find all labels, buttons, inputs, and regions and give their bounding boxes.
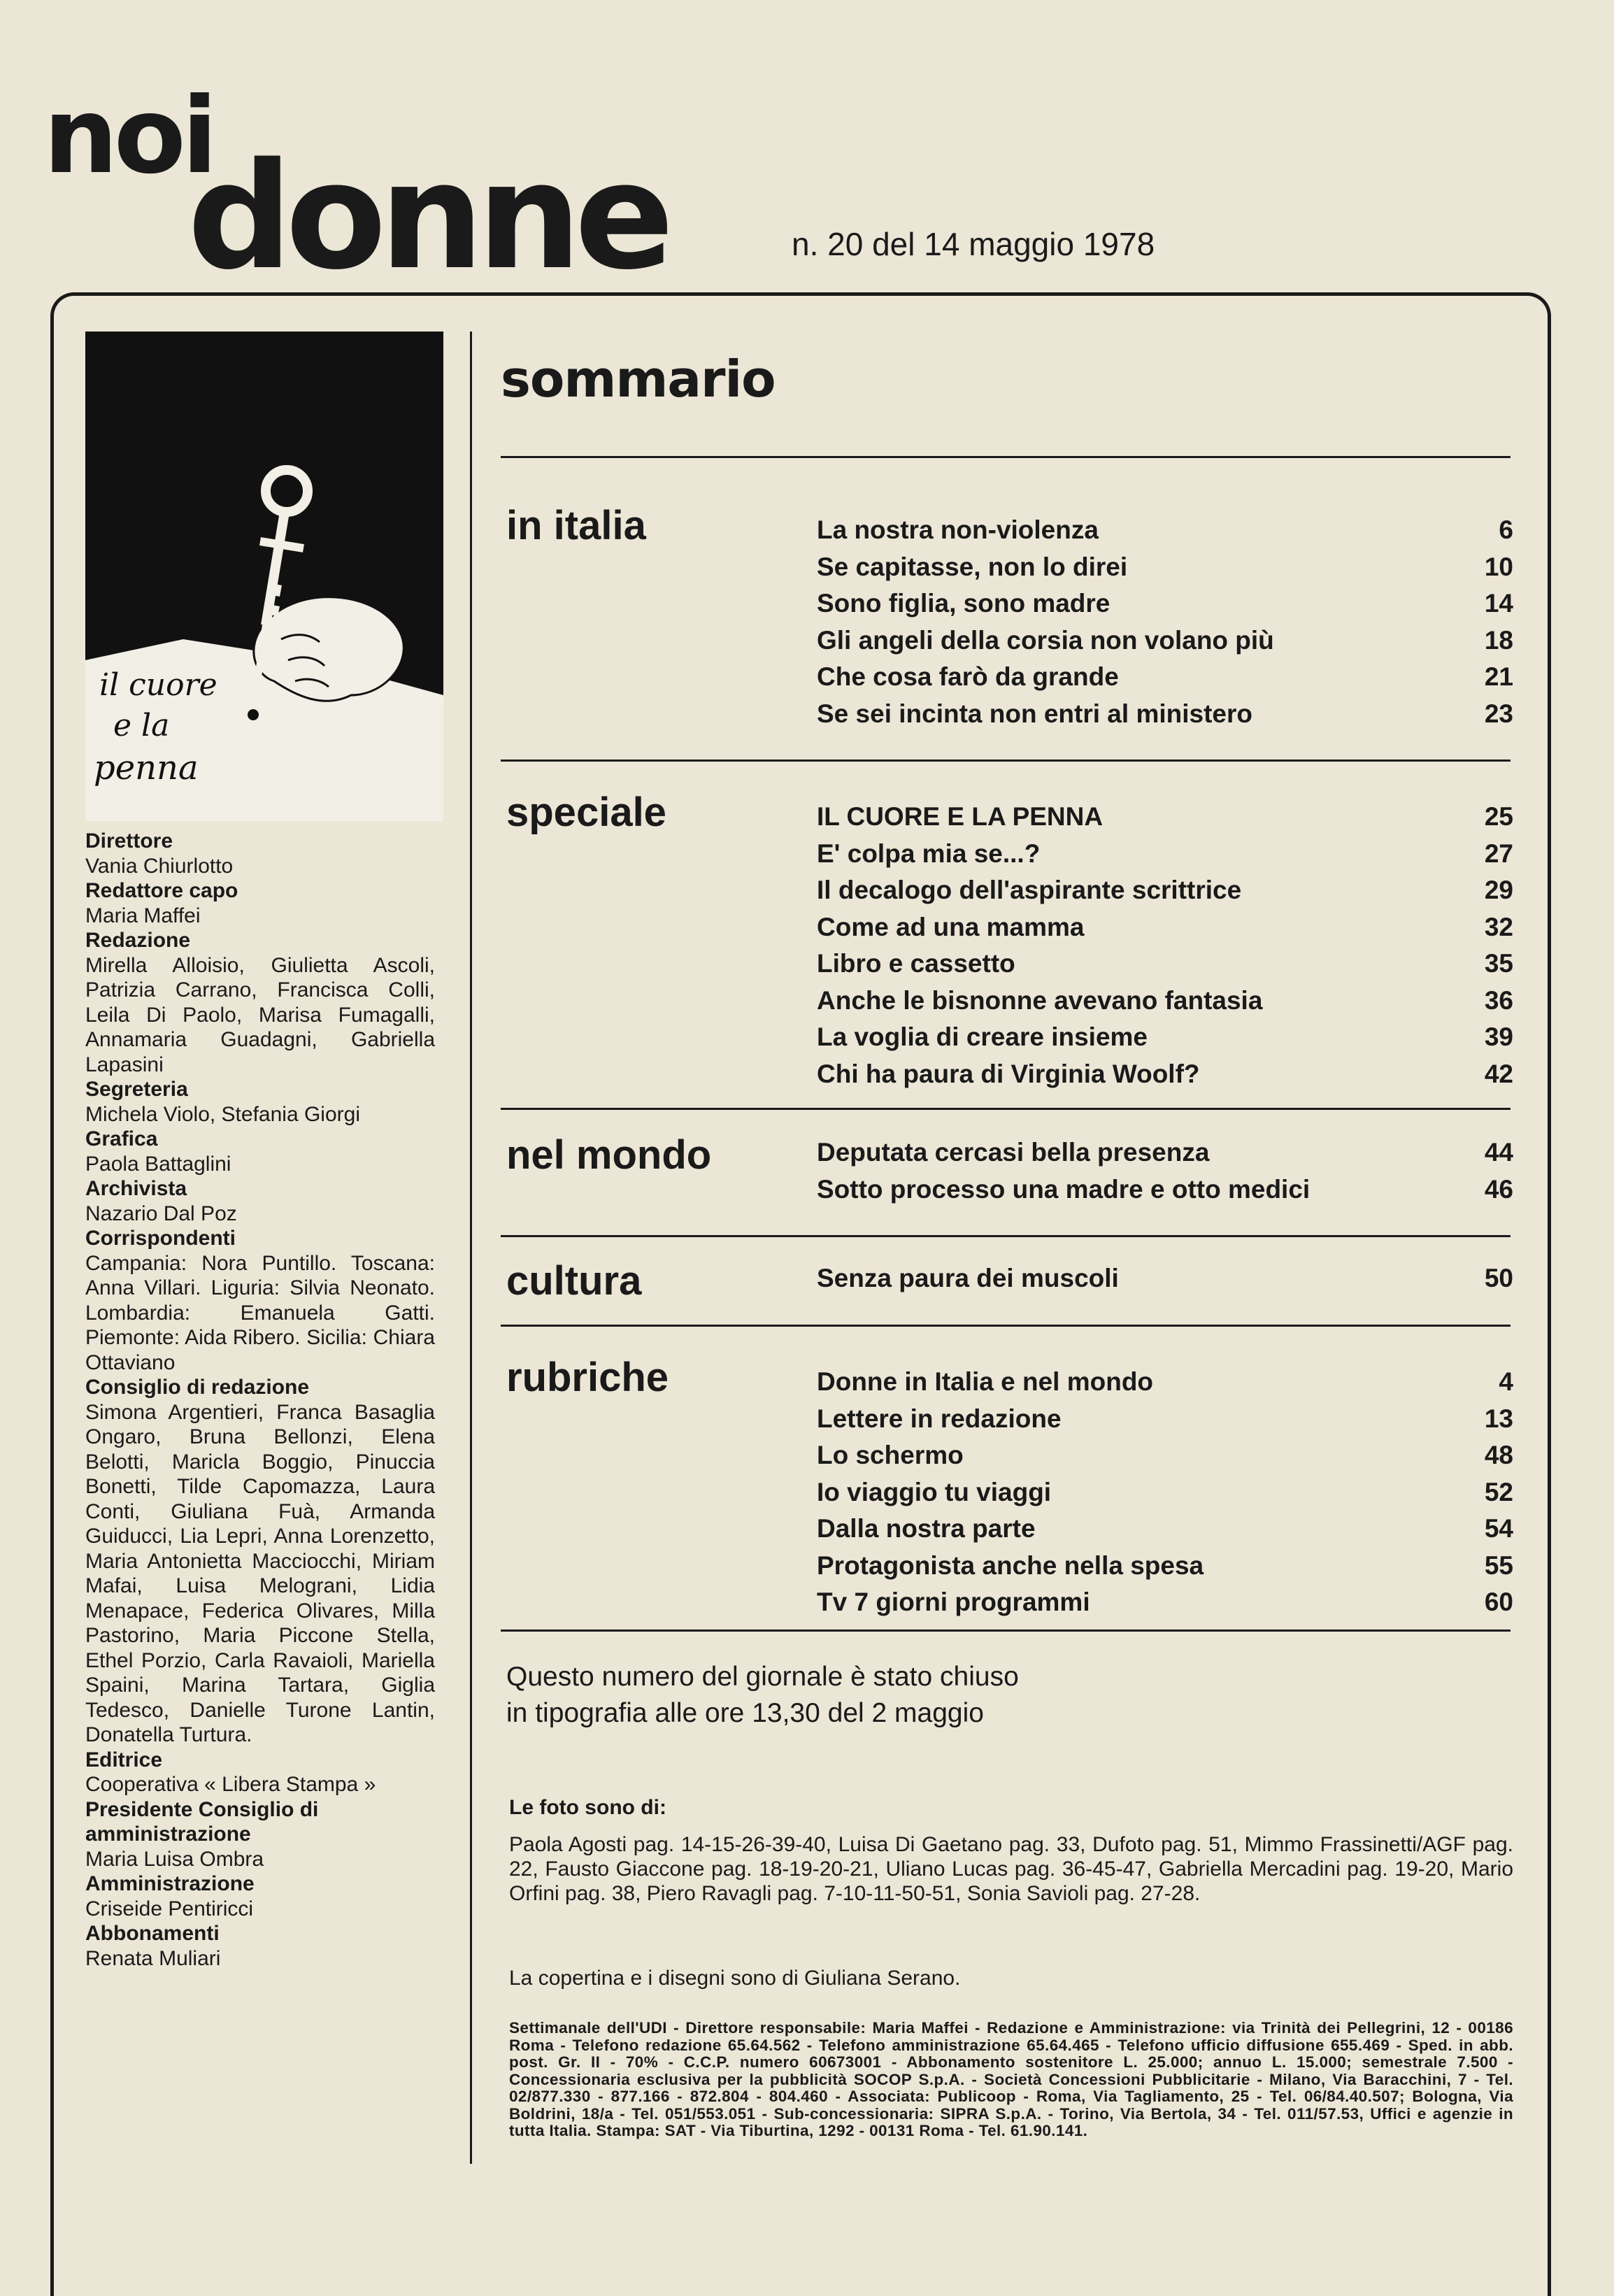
article-title: Che cosa farò da grande: [817, 662, 1119, 691]
cover-handwriting-3: penna: [94, 748, 199, 787]
page-number: 21: [1484, 662, 1513, 691]
section-heading: cultura: [506, 1258, 642, 1304]
page-number: 52: [1484, 1477, 1513, 1506]
contents-entry: [817, 983, 1513, 1019]
page-number: 14: [1484, 589, 1513, 618]
page-number: 35: [1484, 949, 1513, 978]
page-number: 60: [1484, 1588, 1513, 1616]
column-divider: [470, 331, 472, 2164]
staff-role-label: Presidente Consiglio di amministrazione: [85, 1797, 319, 1846]
page-number: 18: [1484, 625, 1513, 655]
photo-credits-text: Paola Agosti pag. 14-15-26-39-40, Luisa Di Gaetano pag. 33, Dufoto pag. 51, Mimmo Frassinetti/AGF pag. 22, Fausto Giaccone pag. 18-19-20-21, Uliano Lucas pag. 36-45-47, Gabriella Mercadini pag. 19-20, Mario Orfini pag. 38, Piero Ravagli pag. 7-10-11-50-51, Sonia Savioli pag. 27-28.: [509, 1833, 1513, 1905]
contents-entry: [817, 1056, 1513, 1092]
section-heading: rubriche: [506, 1355, 669, 1400]
staff-names: Vania Chiurlotto: [85, 854, 234, 878]
staff-names: Maria Maffei: [85, 904, 201, 927]
staff-names: Nazario Dal Poz: [85, 1202, 237, 1225]
staff-names: Mirella Alloisio, Giulietta Ascoli, Patrizia Carrano, Francisca Colli, Leila Di Paolo, Marisa Fumagalli, Annamaria Guadagni, Gabriella Lapasini: [85, 953, 435, 1076]
article-title: Deputata cercasi bella presenza: [817, 1138, 1210, 1167]
article-title: Protagonista anche nella spesa: [817, 1550, 1204, 1580]
logo-noi: noi: [43, 76, 214, 197]
contents-entry: [817, 836, 1513, 872]
staff-names: Paola Battaglini: [85, 1152, 231, 1176]
contents-entry: [817, 1511, 1513, 1547]
article-title: E' colpa mia se...?: [817, 839, 1041, 868]
staff-names: Renata Muliari: [85, 1946, 221, 1970]
contents-entry: [817, 549, 1513, 585]
logo-donne: donne: [187, 131, 668, 302]
article-title: Lo schermo: [817, 1441, 964, 1469]
page-number: 29: [1484, 876, 1513, 904]
page-number: 54: [1484, 1514, 1513, 1543]
imprint-text: Settimanale dell'UDI - Direttore responsabile: Maria Maffei - Redazione e Amministrazione: via Trinità dei Pellegrini, 12 - 00186 Roma - Telefono redazione 65.64.562 - Telefono amministrazione 65.64.465 - Telefono ufficio diffusione 655.469 - Sped. in abb. post. Gr. II - 70% - C.C.P. numero 60673001 - Abbonamento sostenitore L. 25.000; annuo L. 15.000; semestrale 7.500 - Concessionaria esclusiva per la pubblicità SOCOP S.p.A. - Società Concessioni Pubblicitarie - Milano, Via Baracchini, 7 - Tel. 02/877.330 - 877.166 - 872.804 - 804.460 - Associata: Publicoop - Roma, Via Tagliamento, 25 - Tel. 06/84.40.507; Bologna, Via Boldrini, 18/a - Tel. 051/553.051 - Sub-concessionaria: SIPRA S.p.A. - Torino, Via Bertola, 34 - Tel. 011/57.53, Uffici e agenzie in tutta Italia. Stampa: SAT - Via Tiburtina, 1292 - 00131 Roma - Tel. 61.90.141.: [509, 2019, 1513, 2139]
section-heading: speciale: [506, 790, 666, 835]
article-title: Se capitasse, non lo direi: [817, 552, 1128, 581]
cover-credit: La copertina e i disegni sono di Giuliana Serano.: [509, 1967, 961, 1990]
staff-role-label: Consiglio di redazione: [85, 1376, 310, 1399]
article-title: Lettere in redazione: [817, 1404, 1062, 1433]
staff-role-label: Corrispondenti: [85, 1227, 236, 1250]
article-title: Come ad una mamma: [817, 912, 1085, 941]
cover-handwriting-2: e la: [113, 708, 170, 743]
staff-role-label: Segreteria: [85, 1078, 188, 1101]
article-title: Se sei incinta non entri al ministero: [817, 699, 1252, 728]
staff-role-label: Editrice: [85, 1748, 163, 1771]
page-number: 50: [1484, 1264, 1513, 1292]
staff-names: Maria Luisa Ombra: [85, 1847, 264, 1871]
contents-entry: [817, 799, 1513, 835]
article-title: La nostra non-violenza: [817, 515, 1099, 544]
contents-entry: [817, 1401, 1513, 1437]
article-title: Libro e cassetto: [817, 949, 1015, 978]
contents-entry: [817, 512, 1513, 548]
article-title: Sono figlia, sono madre: [817, 589, 1110, 618]
contents-entry: [817, 946, 1513, 982]
staff-role-label: Archivista: [85, 1177, 187, 1200]
staff-role-label: Direttore: [85, 829, 173, 853]
section-heading: nel mondo: [506, 1132, 712, 1178]
section-divider: [501, 456, 1511, 458]
section-divider: [501, 760, 1511, 762]
photo-credits-title: Le foto sono di:: [509, 1796, 666, 1819]
article-title: Chi ha paura di Virginia Woolf?: [817, 1059, 1200, 1088]
contents-entry: [817, 585, 1513, 622]
page-number: 48: [1484, 1441, 1513, 1469]
article-title: Io viaggio tu viaggi: [817, 1477, 1052, 1506]
sommario-title: sommario: [501, 350, 776, 408]
article-title: Donne in Italia e nel mondo: [817, 1367, 1154, 1396]
cover-illustration: [85, 331, 443, 821]
closing-note: [506, 1659, 1206, 1732]
staff-role-label: Redattore capo: [85, 879, 238, 902]
closing-note-line-1: Questo numero del giornale è stato chiuso: [506, 1662, 1019, 1692]
section-divider: [501, 1630, 1511, 1632]
issue-date: n. 20 del 14 maggio 1978: [792, 226, 1155, 262]
page-number: 23: [1484, 699, 1513, 728]
page-number: 44: [1484, 1138, 1513, 1167]
contents-entry: [817, 872, 1513, 908]
section-divider: [501, 1108, 1511, 1110]
page-number: 42: [1484, 1059, 1513, 1088]
contents-entry: [817, 909, 1513, 946]
section-divider: [501, 1235, 1511, 1237]
article-title: Senza paura dei muscoli: [817, 1264, 1119, 1292]
page-number: 10: [1484, 552, 1513, 581]
section-heading: in italia: [506, 503, 646, 548]
staff-role-label: Grafica: [85, 1127, 158, 1150]
article-title: Il decalogo dell'aspirante scrittrice: [817, 876, 1242, 904]
staff-names: Campania: Nora Puntillo. Toscana: Anna Villari. Liguria: Silvia Neonato. Lombardia: Emanuela Gatti. Piemonte: Aida Ribero. Sicilia: Chiara Ottaviano: [85, 1251, 435, 1374]
section-divider: [501, 1325, 1511, 1327]
contents-entry: [817, 696, 1513, 732]
page-number: 46: [1484, 1174, 1513, 1204]
staff-role-label: Amministrazione: [85, 1872, 255, 1895]
contents-entry: [817, 659, 1513, 695]
staff-role-label: Abbonamenti: [85, 1922, 220, 1945]
contents-entry: [817, 1364, 1513, 1400]
staff-names: Simona Argentieri, Franca Basaglia Ongaro, Bruna Bellonzi, Elena Belotti, Maricla Boggio, Pinuccia Bonetti, Tilde Capomazza, Laura Conti, Giuliana Fuà, Armanda Guiducci, Lia Lepri, Anna Lorenzetto, Maria Antonietta Macciocchi, Miriam Mafai, Luisa Melograni, Lidia Menapace, Federica Olivares, Milla Pastorino, Maria Piccone Stella, Ethel Porzio, Carla Ravaioli, Mariella Spaini, Marina Tartara, Giglia Tedesco, Danielle Turone Lantin, Donatella Turtura.: [85, 1400, 435, 1746]
article-title: IL CUORE E LA PENNA: [817, 802, 1104, 831]
page-number: 13: [1484, 1404, 1513, 1433]
article-title: Anche le bisnonne avevano fantasia: [817, 985, 1263, 1015]
staff-names: Cooperativa « Libera Stampa »: [85, 1773, 376, 1796]
closing-note-line-2: in tipografia alle ore 13,30 del 2 maggio: [506, 1698, 984, 1728]
cover-handwriting-1: il cuore: [99, 667, 217, 703]
contents-entry: [817, 1474, 1513, 1511]
page-number: 32: [1484, 912, 1513, 941]
page-number: 27: [1484, 839, 1513, 868]
contents-entry: [817, 1019, 1513, 1055]
page-number: 25: [1484, 802, 1513, 831]
contents-entry: [817, 1260, 1513, 1297]
contents-entry: [817, 622, 1513, 659]
article-title: La voglia di creare insieme: [817, 1022, 1148, 1051]
contents-entry: [817, 1548, 1513, 1584]
page-number: 6: [1499, 515, 1513, 544]
staff-role-label: Redazione: [85, 929, 191, 952]
contents-entry: [817, 1134, 1513, 1171]
page-number: 36: [1484, 985, 1513, 1015]
contents-entry: [817, 1437, 1513, 1474]
page-number: 4: [1499, 1367, 1513, 1396]
article-title: Tv 7 giorni programmi: [817, 1588, 1090, 1616]
article-title: Sotto processo una madre e otto medici: [817, 1174, 1311, 1204]
staff-names: Criseide Pentiricci: [85, 1897, 254, 1920]
staff-list: [85, 829, 435, 1971]
page-number: 55: [1484, 1550, 1513, 1580]
article-title: Gli angeli della corsia non volano più: [817, 625, 1274, 655]
contents-entry: [817, 1584, 1513, 1620]
staff-names: Michela Violo, Stefania Giorgi: [85, 1102, 360, 1126]
contents-entry: [817, 1171, 1513, 1208]
article-title: Dalla nostra parte: [817, 1514, 1036, 1543]
page-number: 39: [1484, 1022, 1513, 1051]
